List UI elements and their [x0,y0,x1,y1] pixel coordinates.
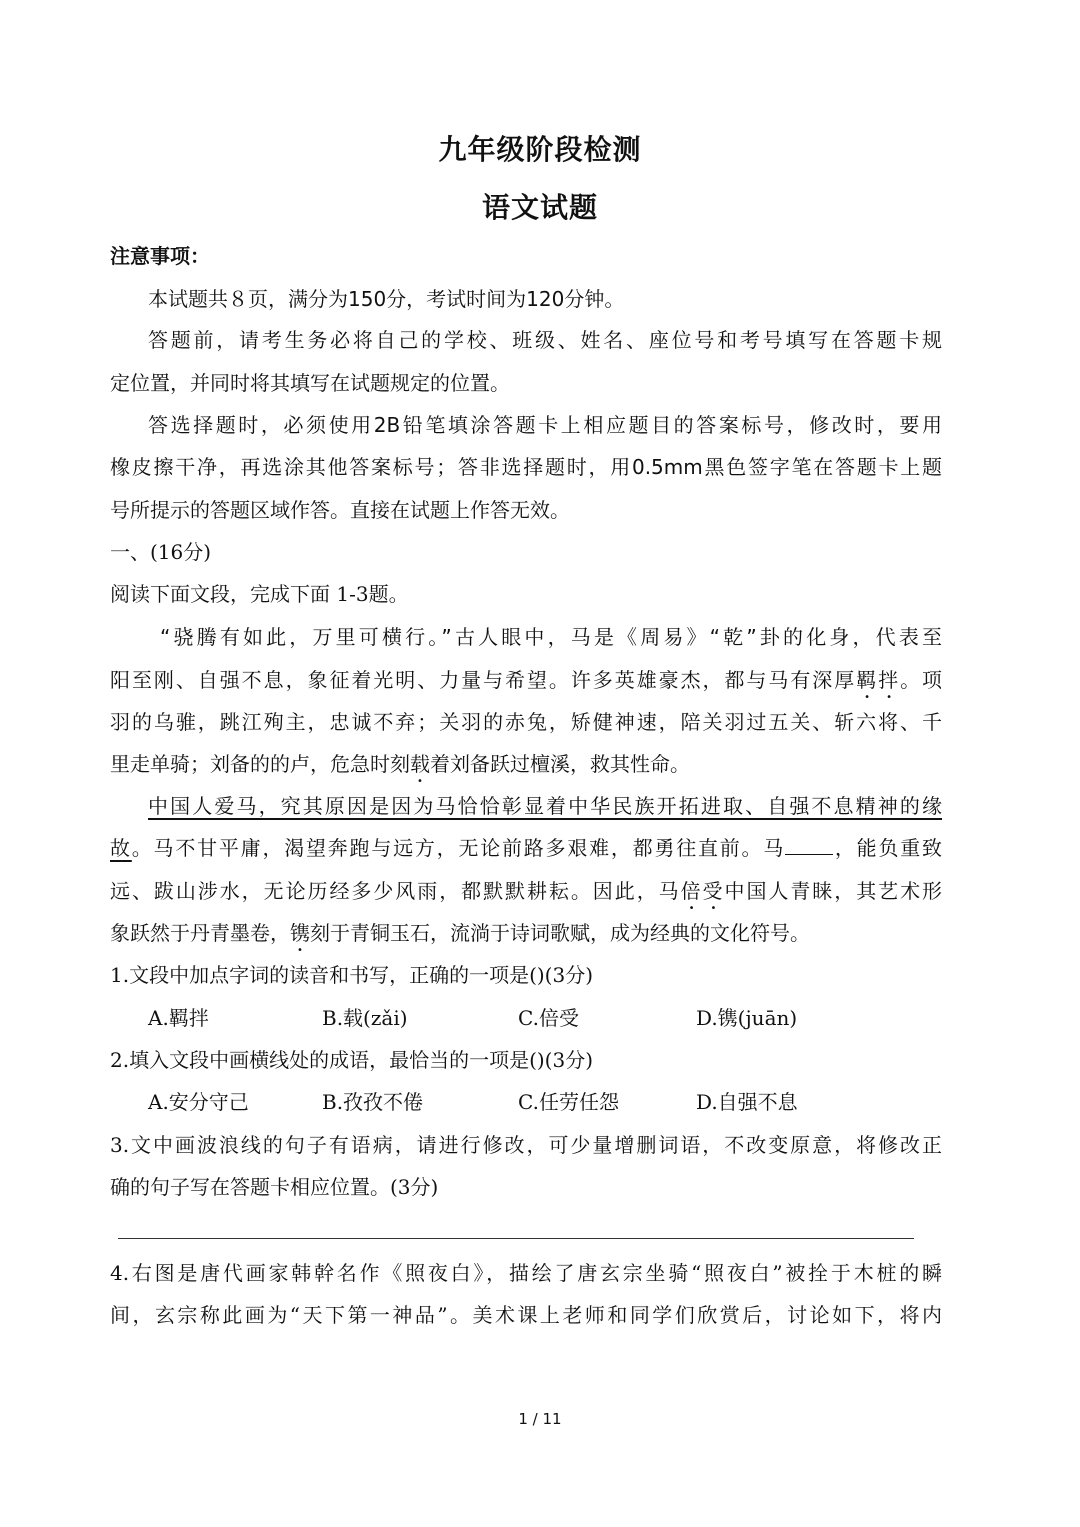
option-c: C.任劳任怨 [518,1090,619,1114]
passage-line-8: 象跃然于丹青墨卷，镌刻于青铜玉石，流淌于诗词歌赋，成为经典的文化符号。 [110,921,810,945]
question-4-line-2: 间，玄宗称此画为“天下第一神品”。美术课上老师和同学们欣赏后，讨论如下，将内 [110,1303,942,1327]
exam-title: 九年级阶段检测 [438,133,642,166]
passage-line-4: 里走单骑；刘备的的卢，危急时刻载着刘备跃过檀溪，救其性命。 [110,752,690,776]
wavy-sentence-line-1: 中国人爱马，究其原因是因为马恰恰彰显着中华民族开拓进取、自强不息精神的缘 [148,794,942,818]
page-number: 1 / 11 [518,1410,562,1428]
notice-paragraph-3-line-1: 答选择题时，必须使用2B铅笔填涂答题卡上相应题目的答案标号，修改时，要用 [148,413,942,437]
section-instruction: 阅读下面文段，完成下面 1-3题。 [110,582,409,606]
question-2: 2.填入文段中画横线处的成语，最恰当的一项是()(3分) [110,1048,594,1072]
passage-line-3: 羽的乌骓，跳江殉主，忠诚不弃；关羽的赤兔，矫健神速，陪关羽过五关、斩六将、千 [110,710,942,734]
notice-paragraph-1: 本试题共８页，满分为150分，考试时间为120分钟。 [148,287,625,311]
notice-paragraph-2-line-2: 定位置，并同时将其填写在试题规定的位置。 [110,371,510,395]
question-3-line-2: 确的句子写在答题卡相应位置。(3分) [110,1175,439,1199]
question-4-line-1: 4.右图是唐代画家韩幹名作《照夜白》，描绘了唐玄宗坐骑“照夜白”被拴于木桩的瞬 [110,1261,942,1285]
passage-line-2: 阳至刚、自强不息，象征着光明、力量与希望。许多英雄豪杰，都与马有深厚羁拌。项 [110,668,943,692]
notice-paragraph-3-line-2: 橡皮擦干净，再选涂其他答案标号；答非选择题时，用0.5mm黑色签字笔在答题卡上题 [110,455,942,479]
option-b: B.载(zǎi) [322,1006,408,1030]
question-3-line-1: 3.文中画波浪线的句子有语病，请进行修改，可少量增删词语，不改变原意，将修改正 [110,1133,942,1157]
option-d: D.自强不息 [696,1090,798,1114]
answer-line [118,1238,914,1239]
wavy-sentence-end: 故 [110,836,132,860]
passage-line-1: “骁腾有如此，万里可横行。”古人眼中，马是《周易》“乾”卦的化身，代表至 [160,625,942,649]
passage-line-6: 故。马不甘平庸，渴望奔跑与远方，无论前路多艰难，都勇往直前。马 ，能负重致 [110,836,943,860]
section-heading: 一、(16分) [110,540,212,564]
option-c: C.倍受 [518,1006,579,1030]
option-a: A.羁拌 [148,1006,209,1030]
question-1: 1.文段中加点字词的读音和书写，正确的一项是()(3分) [110,963,594,987]
notice-paragraph-2-line-1: 答题前，请考生务必将自己的学校、班级、姓名、座位号和考号填写在答题卡规 [148,328,942,352]
notice-heading: 注意事项： [110,244,210,268]
exam-subtitle: 语文试题 [481,191,598,224]
option-a: A.安分守己 [148,1090,249,1114]
dotted-word: 羁拌 [856,668,901,692]
dotted-word: 镌 [290,921,310,945]
notice-paragraph-3-line-3: 号所提示的答题区域作答。直接在试题上作答无效。 [110,498,570,522]
dotted-word: 倍受 [680,879,725,903]
passage-line-7: 远、跋山涉水，无论历经多少风雨，都默默耕耘。因此，马倍受中国人青睐，其艺术形 [110,879,943,903]
option-d: D.镌(juān) [696,1006,798,1030]
dotted-word: 载 [410,752,430,776]
fill-blank [785,836,833,855]
option-b: B.孜孜不倦 [322,1090,424,1114]
